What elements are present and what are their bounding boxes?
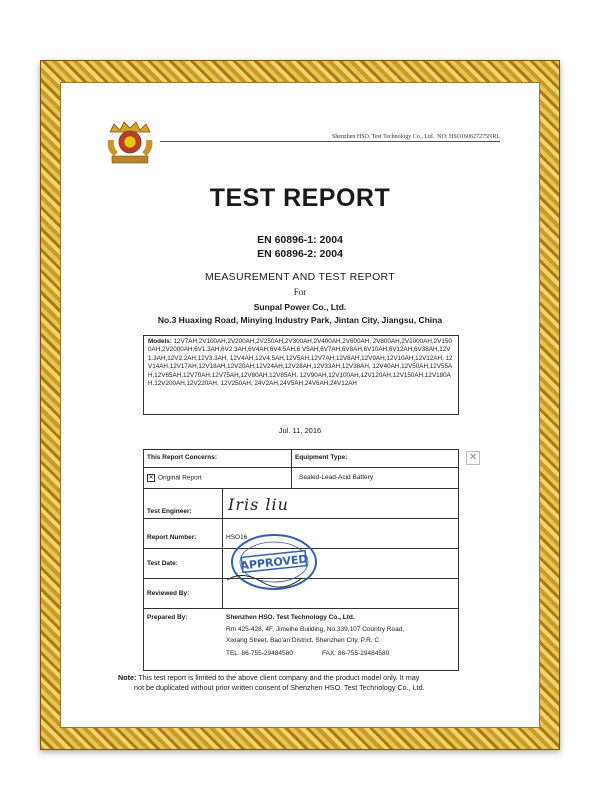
report-number-value: HSO16 <box>226 534 248 541</box>
engineer-label: Test Engineer: <box>147 508 192 515</box>
approved-stamp <box>222 532 322 592</box>
standard-2: EN 60896-2: 2004 <box>257 248 343 260</box>
hso-crest-logo <box>104 118 156 168</box>
equipment-label: Equipment Type: <box>295 454 348 461</box>
disclaimer-note <box>118 673 488 693</box>
close-x-icon[interactable]: ✕ <box>466 451 480 465</box>
note-label: Note: <box>118 673 137 682</box>
models-list: 12V7AH,2V100AH,2V200AH,2V250AH,2V300AH,2V400AH,2V600AH, 2V800AH,2V1000AH,2V1500AH,2V2000AH,6V1.3AH,6V2.3AH,6V4AH,6V4.5AH,6 V5AH,6V7AH,6V8AH,6V10AH,6V12AH,6V38AH,12V1.3AH,12V2.2AH,12V3.3AH, 12V4AH,12V4.5AH,12V5AH,12V7AH,12V8AH,12V9AH,12V10AH,12V12AH, 12V14AH,12V17AH,12V18AH,12V20AH,12V24AH,12V28AH,12V33AH,12V38AH, 12V40AH,12V50AH,12V55AH,12V65AH,12V70AH,12V75AH,12V80AH,12V85AH, 12V90AH,12V100AH,12V120AH,12V150AH,12V180AH,12V200AH,12V220AH, 12V250AH, 24V2AH,24V5AH,24V6AH,24V12AH <box>148 338 453 388</box>
header-report-number: NO: HSO160627275NRL <box>437 134 500 140</box>
client-address: No.3 Huaxing Road, Minying Industry Park, Jintan City, Jiangsu, China <box>157 315 443 325</box>
report-subtitle: MEASUREMENT AND TEST REPORT <box>205 271 395 283</box>
note-line-1: This test report is limited to the above client company and the product model only. It may <box>136 673 420 682</box>
header-company-line: Shenzhen HSO. Test Technology Co., Ltd. NO: HSO160627275NRL <box>160 134 500 142</box>
prepared-label: Prepared By: <box>147 614 188 621</box>
telephone: TEL: 86-755-29484580 <box>226 650 293 657</box>
fax: FAX: 86-755-29484580 <box>322 650 390 657</box>
engineer-signature: Iris liu <box>228 495 289 514</box>
note-line-2: not be duplicated without prior written consent of Shenzhen HSO. Test Technology Co., Ltd. <box>134 683 425 692</box>
concerns-label: This Report Concerns: <box>147 454 218 461</box>
client-name: Sunpal Power Co., Ltd. <box>253 302 347 312</box>
prepared-address-2: Xixiang Street, Bao'an District, Shenzhen City, P.R. C <box>226 637 380 644</box>
reviewed-label: Reviewed By: <box>147 590 190 597</box>
prepared-address-1: Rm 425-428, 4F, Jimeihe Building, No.339,107 Country Road, <box>226 626 405 633</box>
models-box <box>143 335 459 415</box>
for-label: For <box>293 287 307 297</box>
equipment-value: Sealed-Lead-Acid Battery <box>299 474 374 481</box>
report-date: Jul. 11, 2016 <box>278 426 322 435</box>
stamp-text: APPROVED <box>239 552 309 573</box>
test-date-label: Test Date: <box>147 560 178 567</box>
report-title: TEST REPORT <box>209 184 391 212</box>
checked-checkbox-icon: ✕ <box>148 475 154 481</box>
prepared-company: Shenzhen HSO. Test Technology Co., Ltd. <box>226 614 355 621</box>
standard-1: EN 60896-1: 2004 <box>257 234 343 246</box>
models-label: Models: <box>148 338 172 345</box>
report-number-label: Report Number: <box>147 534 197 541</box>
concerns-value: ✕ Original Report <box>148 474 202 482</box>
